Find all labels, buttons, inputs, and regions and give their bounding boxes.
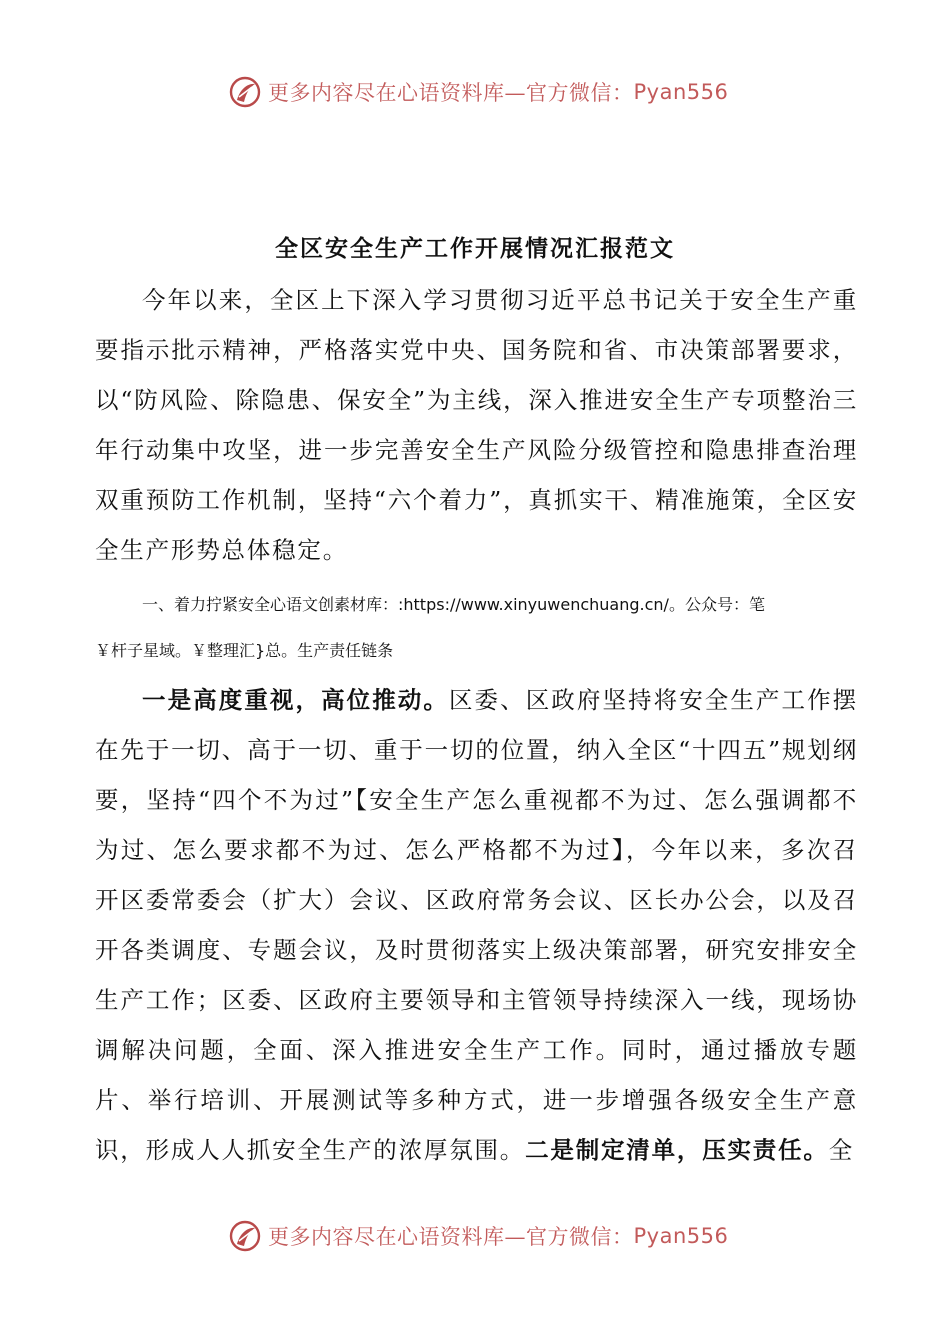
- footer-banner: [228, 1218, 728, 1254]
- brand-logo-icon: [228, 75, 262, 109]
- body-text-2: 全: [828, 1136, 855, 1164]
- document-title: 全区安全生产工作开展情况汇报范文: [275, 235, 675, 262]
- banner-wechat-id: Pyan556: [633, 1224, 729, 1248]
- section-heading-line-2: ￥杆子星域。￥整理汇}总。生产责任链条: [95, 641, 394, 660]
- intro-paragraph: 今年以来，全区上下深入学习贯彻习近平总书记关于安全生产重要指示批示精神，严格落实党中央、国务院和省、市决策部署要求，以“防风险、除隐患、保安全”为主线，深入推进安全生产专项整治三年行动集中攻坚，进一步完善安全生产风险分级管控和隐患排查治理双重预防工作机制，坚持“六个着力”，真抓实干、精准施策，全区安全生产形势总体稳定。: [95, 286, 858, 564]
- header-banner: [228, 74, 728, 110]
- section-heading-line-1: 一、着力拧紧安全心语文创素材库：:https://www.xinyuwenchuang.cn/。公众号：笔: [142, 595, 765, 614]
- brand-logo-icon: [228, 1219, 262, 1253]
- lead-heading-1: 一是高度重视，高位推动。: [142, 686, 449, 714]
- banner-text: 更多内容尽在心语资料库—官方微信：: [268, 1225, 634, 1249]
- lead-heading-2: 二是制定清单，压实责任。: [525, 1136, 829, 1164]
- banner-wechat-id: Pyan556: [633, 80, 729, 104]
- body-text-1: 区委、区政府坚持将安全生产工作摆在先于一切、高于一切、重于一切的位置，纳入全区“十四五”规划纲要，坚持“四个不为过”【安全生产怎么重视都不为过、怎么强调都不为过、怎么要求都不为过、怎么严格都不为过】，今年以来，多次召开区委常委会（扩大）会议、区政府常务会议、区长办公会，以及召开各类调度、专题会议，及时贯彻落实上级决策部署，研究安排安全生产工作；区委、区政府主要领导和主管领导持续深入一线，现场协调解决问题，全面、深入推进安全生产工作。同时，通过播放专题片、举行培训、开展测试等多种方式，进一步增强各级安全生产意识，形成人人抓安全生产的浓厚氛围。: [95, 686, 858, 1164]
- banner-text: 更多内容尽在心语资料库—官方微信：: [268, 81, 634, 105]
- body-paragraph: [95, 675, 858, 1175]
